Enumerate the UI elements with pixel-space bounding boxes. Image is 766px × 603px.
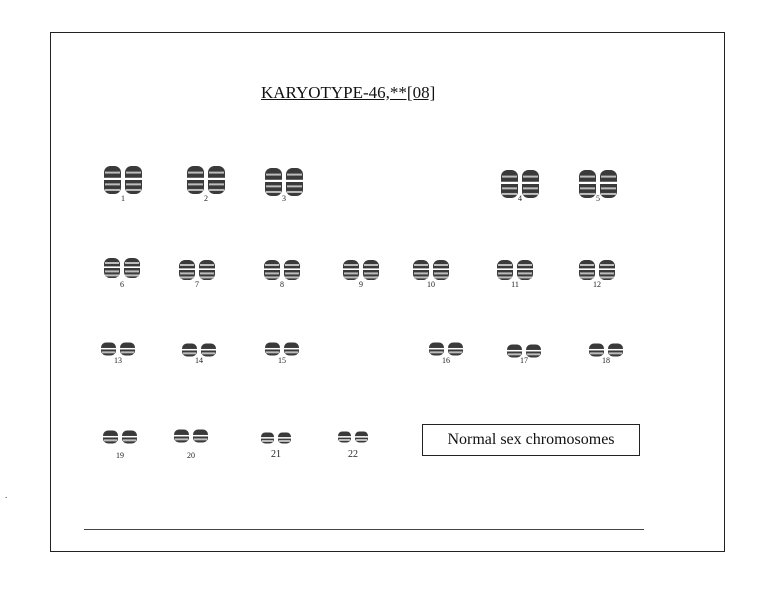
- chromosome-band: [600, 264, 614, 266]
- chromosome-pair-11: [496, 260, 534, 289]
- chromosome-label-1: 1: [121, 194, 125, 203]
- chromosome-band: [518, 264, 532, 266]
- chromosome-pair-10: [412, 260, 450, 289]
- centromere: [119, 348, 136, 350]
- chromosome-band: [518, 276, 532, 278]
- centromere: [598, 268, 616, 270]
- centromere: [263, 268, 281, 270]
- centromere: [362, 268, 380, 270]
- chromosome-band: [600, 272, 614, 274]
- chromosome-band: [194, 438, 207, 440]
- centromere: [264, 180, 283, 182]
- centromere: [173, 435, 190, 437]
- chromosome-band: [123, 439, 136, 441]
- centromere: [412, 268, 430, 270]
- chromosome-band: [580, 176, 595, 178]
- centromere: [200, 349, 217, 351]
- centromere: [277, 437, 292, 439]
- chromosome-label-13: 13: [114, 356, 122, 365]
- chromosome-pair-8: [263, 260, 301, 289]
- chromosome-band: [125, 262, 139, 264]
- chromosome-band: [265, 264, 279, 266]
- chromosome-band: [209, 172, 224, 174]
- chromosome-pair-21: [260, 433, 292, 461]
- chromosome-band: [209, 189, 224, 191]
- chromosome-band: [105, 172, 120, 174]
- chromosome-band: [518, 272, 532, 274]
- chromosome-band: [523, 187, 538, 189]
- centromere: [283, 268, 301, 270]
- chromosome-band: [364, 264, 378, 266]
- chromosome-band: [601, 187, 616, 189]
- chromosome-band: [434, 264, 448, 266]
- chromosome-band: [126, 189, 141, 191]
- karyotype-title: KARYOTYPE-46,**[08]: [261, 83, 436, 102]
- centromere: [103, 178, 122, 180]
- chromosome-band: [580, 193, 595, 195]
- chromosome-band: [287, 185, 302, 187]
- chromosome-band: [502, 176, 517, 178]
- chromosome-band: [266, 185, 281, 187]
- chromosome-band: [125, 274, 139, 276]
- centromere: [578, 182, 597, 184]
- chromosome-band: [285, 351, 298, 353]
- chromosome-label-10: 10: [427, 280, 435, 289]
- chromosome-pair-15: [264, 343, 300, 366]
- centromere: [521, 182, 540, 184]
- chromosome-band: [580, 187, 595, 189]
- centromere: [342, 268, 360, 270]
- chromosome-band: [364, 276, 378, 278]
- chromosome-band: [105, 183, 120, 185]
- chromosome-band: [183, 352, 196, 354]
- chromosome-band: [287, 174, 302, 176]
- centromere: [264, 348, 281, 350]
- chromosome-pair-4: [500, 170, 540, 203]
- centromere: [100, 348, 117, 350]
- centromere: [178, 268, 196, 270]
- chromosome-label-2: 2: [204, 194, 208, 203]
- centromere: [354, 436, 369, 438]
- chromosome-band: [502, 193, 517, 195]
- centromere: [447, 348, 464, 350]
- chromosome-band: [580, 264, 594, 266]
- chromosome-label-9: 9: [359, 280, 363, 289]
- chromosome-band: [105, 189, 120, 191]
- centromere: [285, 180, 304, 182]
- bottom-rule: [84, 529, 644, 530]
- centromere: [506, 350, 523, 352]
- chromosome-pair-17: [506, 345, 542, 366]
- chromosome-pair-22: [337, 432, 369, 461]
- chromosome-band: [262, 440, 273, 442]
- chromosome-label-11: 11: [511, 280, 519, 289]
- sex-chromosome-note: Normal sex chromosomes: [422, 424, 640, 456]
- chromosome-label-18: 18: [602, 356, 610, 365]
- chromosome-pair-20: [173, 430, 209, 461]
- chromosome-band: [265, 276, 279, 278]
- chromosome-band: [580, 272, 594, 274]
- chromosome-pair-5: [578, 170, 618, 203]
- centromere: [500, 182, 519, 184]
- chromosome-band: [523, 176, 538, 178]
- chromosome-band: [285, 272, 299, 274]
- chromosome-band: [125, 270, 139, 272]
- chromosome-band: [180, 272, 194, 274]
- chromosome-pair-6: [103, 258, 141, 289]
- centromere: [102, 436, 119, 438]
- chromosome-band: [287, 191, 302, 193]
- chromosome-label-16: 16: [442, 356, 450, 365]
- chromosome-band: [200, 264, 214, 266]
- chromosome-band: [344, 264, 358, 266]
- chromosome-band: [344, 272, 358, 274]
- chromosome-band: [498, 276, 512, 278]
- centromere: [186, 178, 205, 180]
- chromosome-band: [356, 439, 367, 441]
- chromosome-band: [180, 276, 194, 278]
- chromosome-pair-16: [428, 343, 464, 366]
- chromosome-label-6: 6: [120, 280, 124, 289]
- chromosome-band: [188, 183, 203, 185]
- chromosome-label-5: 5: [596, 194, 600, 203]
- centromere: [181, 349, 198, 351]
- chromosome-band: [414, 272, 428, 274]
- centromere: [123, 266, 141, 268]
- centromere: [337, 436, 352, 438]
- chromosome-band: [180, 264, 194, 266]
- centromere: [121, 436, 138, 438]
- centromere: [260, 437, 275, 439]
- chromosome-pair-12: [578, 260, 616, 289]
- chromosome-band: [266, 191, 281, 193]
- chromosome-label-19: 19: [116, 451, 124, 460]
- chromosome-band: [414, 264, 428, 266]
- chromosome-band: [498, 272, 512, 274]
- chromosome-band: [209, 183, 224, 185]
- centromere: [198, 268, 216, 270]
- chromosome-label-4: 4: [518, 194, 522, 203]
- centromere: [428, 348, 445, 350]
- centromere: [599, 182, 618, 184]
- chromosome-band: [498, 264, 512, 266]
- chromosome-band: [502, 187, 517, 189]
- chromosome-label-3: 3: [282, 194, 286, 203]
- chromosome-pairs: [100, 166, 624, 460]
- chromosome-pair-2: [186, 166, 226, 203]
- centromere: [516, 268, 534, 270]
- centromere: [525, 350, 542, 352]
- chromosome-band: [105, 274, 119, 276]
- chromosome-band: [188, 172, 203, 174]
- chromosome-label-22: 22: [348, 449, 358, 460]
- centromere: [588, 349, 605, 351]
- chromosome-band: [434, 272, 448, 274]
- chromosome-band: [580, 276, 594, 278]
- centromere: [192, 435, 209, 437]
- chromosome-band: [265, 272, 279, 274]
- chromosome-label-21: 21: [271, 449, 281, 460]
- chromosome-band: [175, 438, 188, 440]
- chromosome-label-8: 8: [280, 280, 284, 289]
- chromosome-band: [430, 351, 443, 353]
- chromosome-band: [102, 351, 115, 353]
- chromosome-pair-13: [100, 343, 136, 366]
- chromosome-band: [266, 351, 279, 353]
- chromosome-pair-9: [342, 260, 380, 289]
- chromosome-pair-18: [588, 344, 624, 366]
- chromosome-band: [601, 176, 616, 178]
- chromosome-label-20: 20: [187, 451, 195, 460]
- centromere: [578, 268, 596, 270]
- chromosome-band: [266, 174, 281, 176]
- chromosome-band: [449, 351, 462, 353]
- chromosome-label-15: 15: [278, 356, 286, 365]
- centromere: [496, 268, 514, 270]
- chromosome-band: [285, 276, 299, 278]
- chromosome-band: [601, 193, 616, 195]
- chromosome-band: [344, 276, 358, 278]
- chromosome-band: [200, 276, 214, 278]
- chromosome-band: [279, 440, 290, 442]
- chromosome-band: [339, 439, 350, 441]
- chromosome-band: [527, 353, 540, 355]
- chromosome-band: [200, 272, 214, 274]
- chromosome-band: [105, 262, 119, 264]
- chromosome-band: [364, 272, 378, 274]
- centromere: [283, 348, 300, 350]
- stray-mark: .: [5, 490, 8, 500]
- chromosome-band: [434, 276, 448, 278]
- chromosome-pair-19: [102, 431, 138, 461]
- chromosome-band: [105, 270, 119, 272]
- centromere: [432, 268, 450, 270]
- chromosome-label-12: 12: [593, 280, 601, 289]
- chromosome-band: [609, 352, 622, 354]
- chromosome-band: [414, 276, 428, 278]
- centromere: [103, 266, 121, 268]
- chromosome-band: [188, 189, 203, 191]
- chromosome-band: [600, 276, 614, 278]
- chromosome-label-7: 7: [195, 280, 199, 289]
- chromosome-band: [104, 439, 117, 441]
- chromosome-band: [202, 352, 215, 354]
- chromosome-band: [126, 183, 141, 185]
- chromosome-band: [126, 172, 141, 174]
- centromere: [207, 178, 226, 180]
- chromosome-label-17: 17: [520, 356, 528, 365]
- chromosome-band: [121, 351, 134, 353]
- centromere: [607, 349, 624, 351]
- chromosome-band: [590, 352, 603, 354]
- chromosome-band: [523, 193, 538, 195]
- chromosome-pair-1: [103, 166, 143, 203]
- chromosome-pair-3: [264, 168, 304, 203]
- chromosome-pair-14: [181, 344, 217, 366]
- chromosome-pair-7: [178, 260, 216, 289]
- chromosome-label-14: 14: [195, 356, 203, 365]
- chromosome-band: [285, 264, 299, 266]
- centromere: [124, 178, 143, 180]
